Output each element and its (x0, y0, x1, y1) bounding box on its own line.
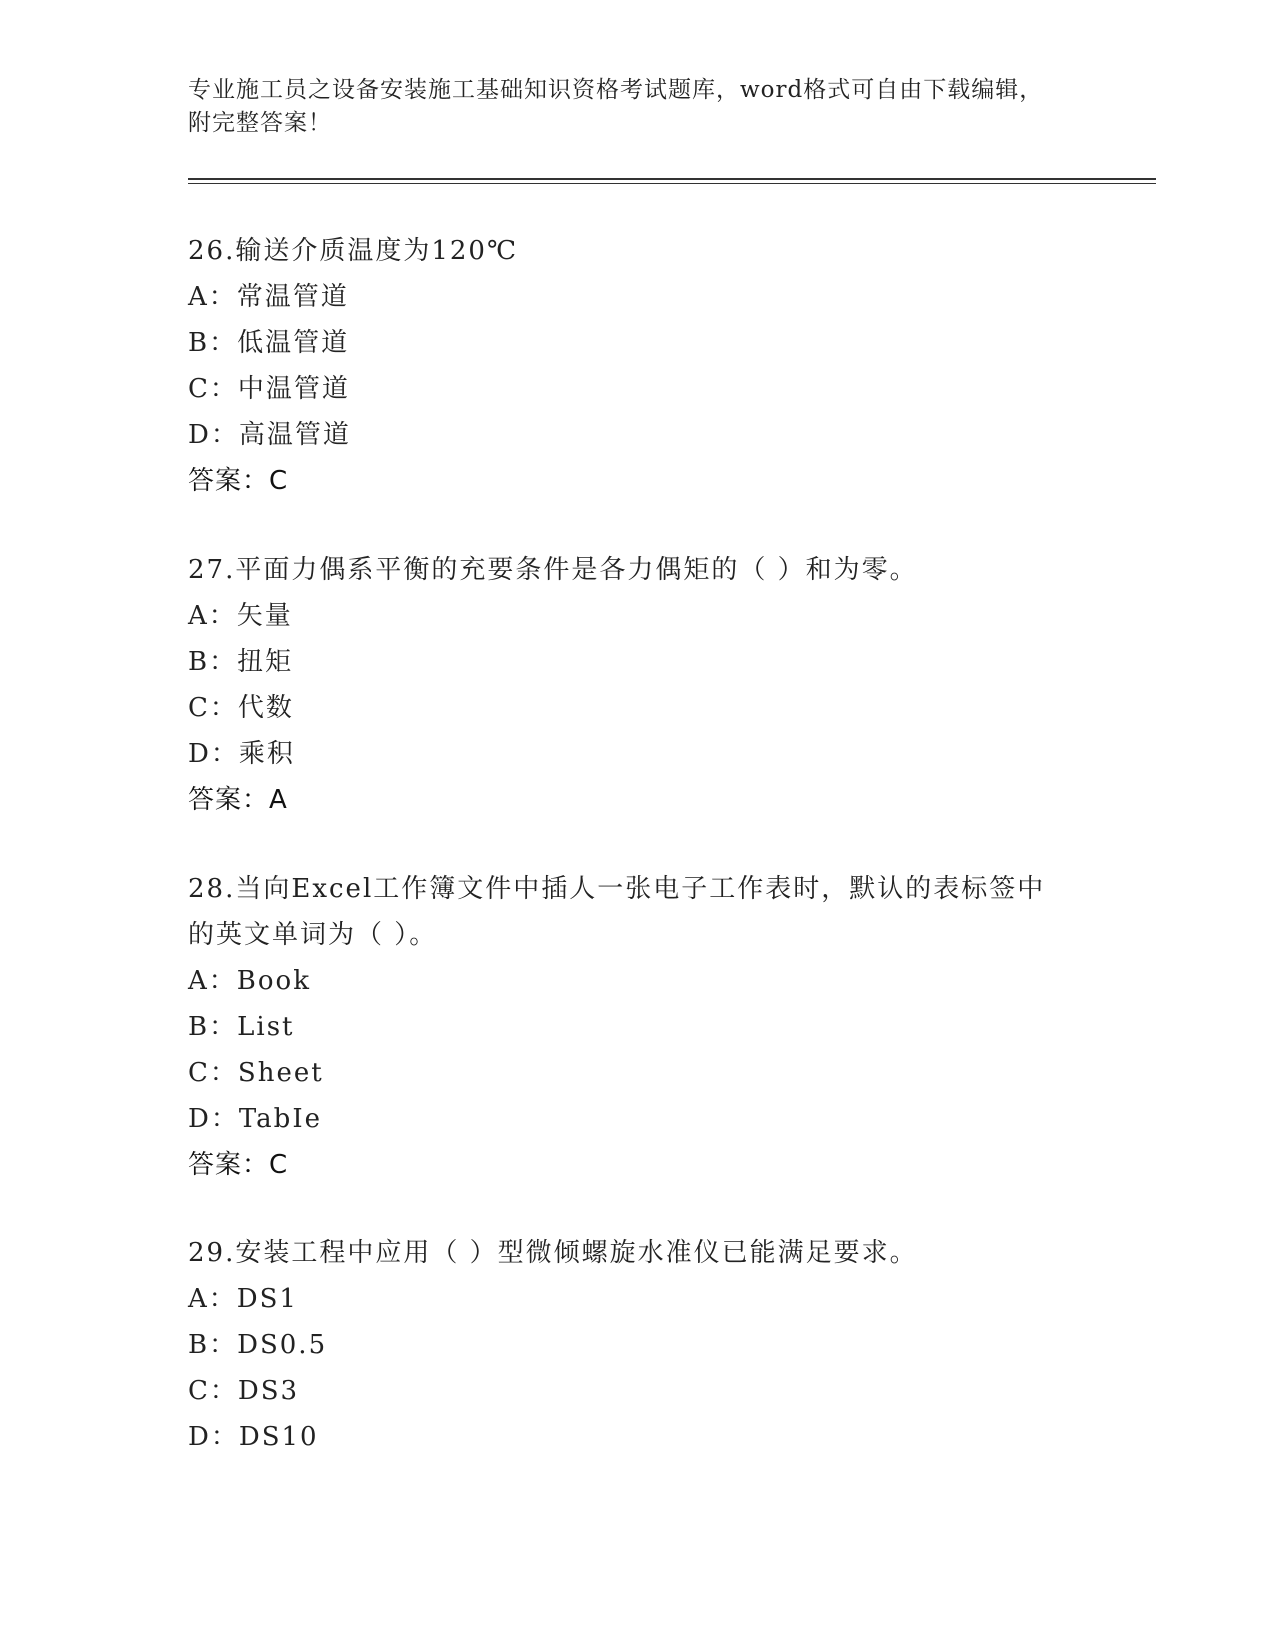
header-divider-thin (188, 183, 1156, 184)
option-d: D：高温管道 (188, 420, 351, 450)
option-b: B：低温管道 (188, 328, 350, 358)
question-block (188, 866, 1088, 1188)
question-stem-line: 27.平面力偶系平衡的充要条件是各力偶矩的（ ）和为零。 (188, 555, 918, 585)
answer-text: 答案：C (188, 1150, 289, 1180)
option-d: D：乘积 (188, 739, 295, 769)
option-a: A：常温管道 (188, 282, 349, 312)
option-d: D：DS10 (188, 1422, 319, 1452)
question-stem-line: 26.输送介质温度为120℃ (188, 236, 519, 266)
header-line-1: 专业施工员之设备安装施工基础知识资格考试题库，word格式可自由下载编辑， (188, 77, 1044, 103)
option-a: A：Book (188, 966, 311, 996)
option-c: C：代数 (188, 693, 294, 723)
question-stem (188, 1230, 1088, 1276)
question-block (188, 228, 1088, 504)
question-stem-line: 28.当向Excel工作簿文件中插人一张电子工作表时，默认的表标签中 (188, 874, 1046, 904)
option-b: B：扭矩 (188, 647, 294, 677)
option-c: C：中温管道 (188, 374, 350, 404)
option-b: B：List (188, 1012, 295, 1042)
option-a: A：矢量 (188, 601, 293, 631)
answer-text: 答案：C (188, 466, 289, 496)
question-block (188, 547, 1088, 823)
header-line-2: 附完整答案！ (188, 110, 332, 136)
option-b: B：DS0.5 (188, 1330, 328, 1360)
document-header (188, 74, 1088, 140)
option-c: C：DS3 (188, 1376, 300, 1406)
option-c: C：Sheet (188, 1058, 324, 1088)
header-divider-thick (188, 178, 1156, 180)
question-stem-line: 的英文单词为（ ）。 (188, 920, 438, 950)
question-stem (188, 866, 1088, 958)
option-a: A：DS1 (188, 1284, 298, 1314)
option-d: D：TabIe (188, 1104, 322, 1134)
question-stem (188, 228, 1088, 274)
question-block (188, 1230, 1088, 1460)
question-stem (188, 547, 1088, 593)
answer-text: 答案：A (188, 785, 288, 815)
question-stem-line: 29.安装工程中应用（ ）型微倾螺旋水准仪已能满足要求。 (188, 1238, 918, 1268)
